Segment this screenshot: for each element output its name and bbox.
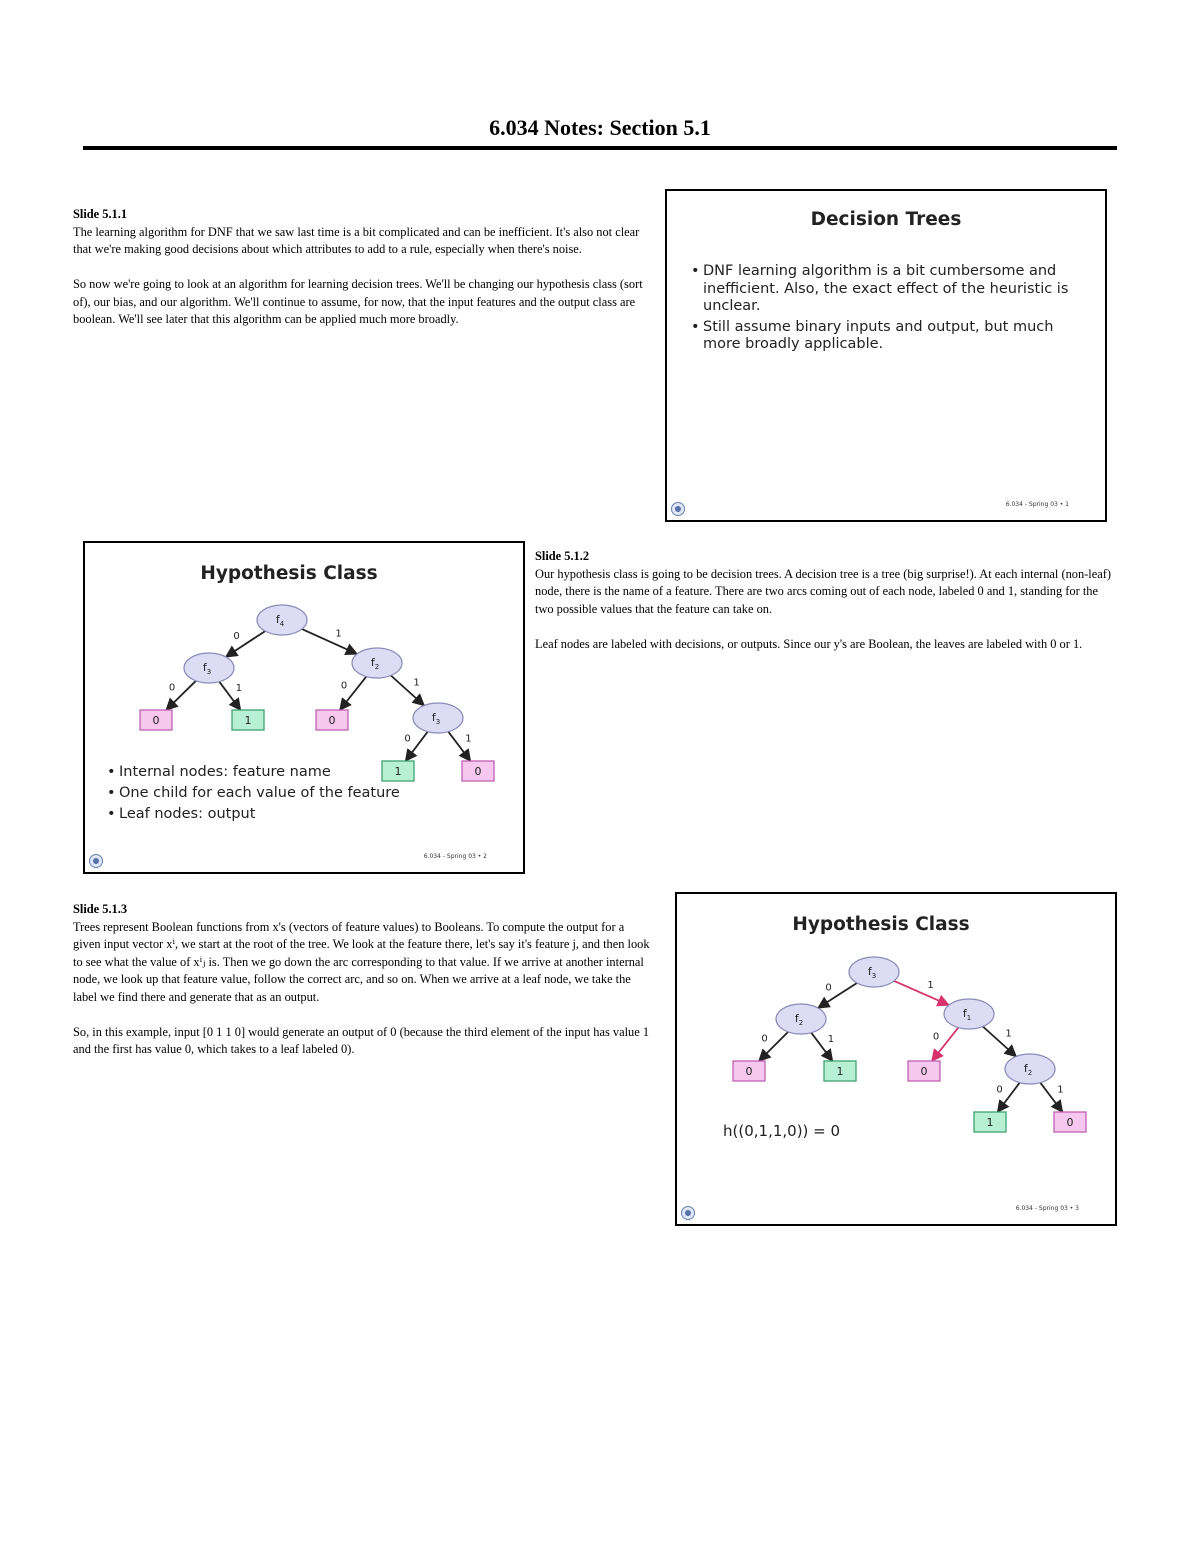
edge-label: 1	[1057, 1084, 1064, 1096]
leaf-node	[733, 1061, 765, 1081]
leaf-node	[140, 710, 172, 730]
notes-heading: Slide 5.1.1	[73, 207, 128, 221]
svg-text:f1: $f_1$	[962, 1007, 972, 1022]
edge-label: 1	[827, 1033, 835, 1045]
svg-text:0: 0	[152, 714, 160, 727]
speaker-icon	[89, 854, 103, 868]
title-divider	[83, 146, 1117, 150]
edge-label: 0	[996, 1084, 1003, 1096]
tree-edge	[226, 631, 265, 657]
tree-edge	[894, 981, 949, 1005]
edge-label: 0	[340, 680, 348, 692]
svg-text:1: 1	[244, 714, 252, 727]
svg-text:0: 0	[920, 1065, 928, 1078]
svg-text:0: 0	[1066, 1116, 1074, 1129]
svg-text:f4: $f_4$	[275, 613, 285, 628]
notes-slide-5-1-2	[535, 548, 1115, 653]
edge-label: 1	[413, 677, 420, 689]
svg-text:0: 0	[745, 1065, 753, 1078]
slide-hypothesis-class-2	[675, 892, 1117, 1226]
tree-edge	[818, 983, 857, 1008]
edge-label: 0	[404, 733, 411, 745]
slide-bullet: • DNF learning algorithm is a bit cumbersome and inefficient. Also, the exact effect of the heuristic is unclear.	[691, 263, 1091, 316]
edge-label: 1	[335, 628, 342, 640]
edge-label: 0	[233, 631, 240, 642]
svg-text:f3: $f_3$	[431, 711, 441, 726]
slide-footer: 6.034 - Spring 03 • 1	[1005, 501, 1069, 508]
slide-bullet: • Leaf nodes: output	[107, 804, 487, 825]
edge-label: 0	[168, 682, 176, 694]
decision-tree-diagram	[677, 894, 1117, 1226]
edge-label: 0	[761, 1033, 768, 1045]
slide-title: Hypothesis Class	[200, 563, 378, 584]
edge-label: 1	[1005, 1028, 1012, 1040]
svg-text:0: 0	[474, 765, 482, 778]
leaf-node	[908, 1061, 940, 1081]
leaf-node	[824, 1061, 856, 1081]
svg-text:f2: $f_2$	[1023, 1062, 1033, 1077]
leaf-node	[232, 710, 264, 730]
notes-paragraph: Our hypothesis class is going to be decision trees. A decision tree is a tree (big surprise!). At each internal (non-leaf) node, there is the name of a feature. There are two arcs coming out of each node, labeled 0 and 1, standing for the two possible values that the feature can take on.	[535, 566, 1111, 616]
notes-paragraph: So, in this example, input [0 1 1 0] would generate an output of 0 (because the third element of the input has value 1 and the first has value 0, which takes to a leaf labeled 0).	[73, 1024, 650, 1056]
edge-label: 1	[465, 733, 472, 745]
feature-node	[184, 653, 234, 683]
edge-label: 0	[932, 1031, 940, 1043]
notes-heading: Slide 5.1.3	[73, 902, 128, 916]
feature-node	[944, 999, 994, 1029]
svg-text:f3: $f_3$	[202, 661, 212, 676]
example-formula: h((0,1,1,0)) = 0	[723, 1122, 841, 1140]
edge-label: 1	[927, 980, 934, 991]
leaf-node	[316, 710, 348, 730]
notes-paragraph: The learning algorithm for DNF that we saw last time is a bit complicated and can be inefficient. It's also not clear that we're making good decisions about which attributes to add to a rule, especially when there's noise.	[73, 224, 640, 256]
slide-bullet-list	[691, 263, 1091, 354]
slide-title: Decision Trees	[810, 209, 962, 230]
notes-paragraph: So now we're going to look at an algorithm for learning decision trees. We'll be changing our hypothesis class (sort of), our bias, and our algorithm. We'll continue to assume, for now, that the input features and the output class are boolean. We'll see later that this algorithm can be applied much more broadly.	[73, 277, 643, 326]
speaker-icon	[681, 1206, 695, 1220]
notes-slide-5-1-3	[73, 901, 653, 1059]
svg-text:f3: $f_3$	[867, 965, 877, 980]
slide-decision-trees	[665, 189, 1107, 522]
notes-heading: Slide 5.1.2	[535, 549, 590, 563]
svg-text:1: 1	[836, 1065, 844, 1078]
svg-text:1: 1	[986, 1116, 994, 1129]
svg-text:f2: $f_2$	[370, 656, 380, 671]
feature-node	[257, 605, 307, 635]
tree-edge	[302, 629, 357, 654]
feature-node	[776, 1004, 826, 1034]
slide-footer: 6.034 - Spring 03 • 3	[1015, 1205, 1079, 1212]
slide-footer: 6.034 - Spring 03 • 2	[423, 853, 487, 860]
feature-node	[352, 648, 402, 678]
leaf-node	[1054, 1112, 1086, 1132]
page-title: 6.034 Notes: Section 5.1	[489, 115, 711, 140]
speaker-icon	[671, 502, 685, 516]
edge-label: 1	[235, 682, 243, 694]
slide-bullet: • Still assume binary inputs and output, but much more broadly applicable.	[691, 319, 1091, 354]
slide-title: Hypothesis Class	[792, 914, 970, 935]
notes-paragraph: Leaf nodes are labeled with decisions, or outputs. Since our y's are Boolean, the leaves are labeled with 0 or 1.	[535, 636, 1083, 651]
leaf-node	[974, 1112, 1006, 1132]
edge-label: 0	[825, 982, 832, 994]
notes-slide-5-1-1	[73, 206, 643, 329]
svg-text:1: 1	[394, 765, 402, 778]
feature-node	[849, 957, 899, 987]
slide-hypothesis-class-1	[83, 541, 525, 874]
slide-bullet: • Internal nodes: feature name	[107, 762, 487, 783]
slide-bullet: • One child for each value of the feature	[107, 783, 487, 804]
slide-bullet-list	[107, 762, 487, 825]
feature-node	[1005, 1054, 1055, 1084]
notes-paragraph: Trees represent Boolean functions from x's (vectors of feature values) to Booleans. To compute the output for a given input vector xⁱ, we start at the root of the tree. We look at the feature there, let's say it's feature j, and then look to see what the value of xⁱⱼ is. Then we go down the arc corresponding to that value. If we arrive at another internal node, we look up that feature value, follow the correct arc, and so on. When we arrive at a leaf node, we take the label we find there and generate that as an output.	[73, 919, 650, 1004]
svg-text:f2: $f_2$	[794, 1012, 804, 1027]
feature-node	[413, 703, 463, 733]
svg-text:0: 0	[328, 714, 336, 727]
